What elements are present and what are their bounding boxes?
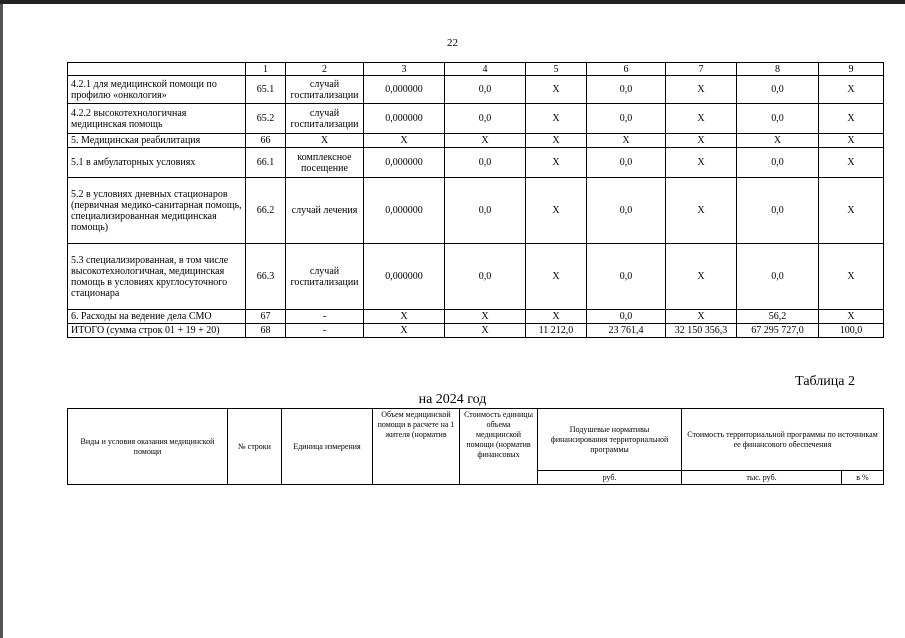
table-2 <box>67 408 884 485</box>
cell-value: 0,0 <box>737 244 819 310</box>
cell-value: X <box>819 134 884 148</box>
cell-value: 0,000000 <box>364 244 445 310</box>
col-number: 1 <box>246 63 286 76</box>
cell-value: 0,0 <box>445 104 526 134</box>
cell-value: X <box>819 76 884 104</box>
cell-value: 0,0 <box>587 76 666 104</box>
cell-value: 56,2 <box>737 310 819 324</box>
table-row <box>68 244 884 310</box>
cell-value: X <box>819 244 884 310</box>
row-code: 66.2 <box>246 178 286 244</box>
cell-value: X <box>445 310 526 324</box>
cell-value: X <box>819 310 884 324</box>
col-number: 4 <box>445 63 526 76</box>
cell-value: X <box>819 178 884 244</box>
row-label: 4.2.2 высокотехнологичная медицинская помощь <box>68 104 246 134</box>
unit-percent: в % <box>842 471 884 485</box>
row-code: 67 <box>246 310 286 324</box>
row-label: 5.3 специализированная, в том числе высокотехнологичная, медицинская помощь в условиях круглосуточного стационара <box>68 244 246 310</box>
header-total-cost: Стоимость территориальной программы по источникам ее финансового обеспечения <box>682 409 884 471</box>
col-number: 2 <box>286 63 364 76</box>
col-number: 6 <box>587 63 666 76</box>
row-unit: случай лечения <box>286 178 364 244</box>
row-unit: - <box>286 310 364 324</box>
table-row <box>68 134 884 148</box>
cell-value: 0,0 <box>737 178 819 244</box>
row-label: ИТОГО (сумма строк 01 + 19 + 20) <box>68 324 246 338</box>
col-number: 8 <box>737 63 819 76</box>
cell-value: X <box>666 178 737 244</box>
cell-value: X <box>526 104 587 134</box>
row-code: 68 <box>246 324 286 338</box>
cell-value: X <box>526 134 587 148</box>
table-row <box>68 310 884 324</box>
cell-value: X <box>526 178 587 244</box>
cell-value: 67 295 727,0 <box>737 324 819 338</box>
cell-value: X <box>364 134 445 148</box>
col-number: 9 <box>819 63 884 76</box>
header-unit: Единица измерения <box>282 409 373 485</box>
cell-value: 0,0 <box>587 104 666 134</box>
cell-value: X <box>445 134 526 148</box>
table-row <box>68 148 884 178</box>
table-row <box>68 104 884 134</box>
table-1-body <box>68 63 884 338</box>
year-title: на 2024 год <box>418 392 487 407</box>
row-code: 65.1 <box>246 76 286 104</box>
cell-value: 0,0 <box>587 178 666 244</box>
cell-value: 23 761,4 <box>587 324 666 338</box>
cell-value: X <box>364 324 445 338</box>
row-code: 65.2 <box>246 104 286 134</box>
cell-value: 0,0 <box>445 148 526 178</box>
header-per-capita: Подушевые нормативы финансирования территориальной программы <box>538 409 682 471</box>
cell-value: X <box>666 148 737 178</box>
cell-value: 32 150 356,3 <box>666 324 737 338</box>
page-number: 22 <box>447 37 458 49</box>
cell-value: X <box>587 134 666 148</box>
cell-value: X <box>445 324 526 338</box>
cell-value: 0,0 <box>587 310 666 324</box>
cell-value: X <box>526 244 587 310</box>
cell-value: X <box>666 310 737 324</box>
col-number: 7 <box>666 63 737 76</box>
cell-value: X <box>364 310 445 324</box>
header-types: Виды и условия оказания медицинской помощи <box>68 409 228 485</box>
row-unit: случай госпитализации <box>286 104 364 134</box>
cell-value: 0,000000 <box>364 148 445 178</box>
cell-value: X <box>526 148 587 178</box>
row-unit: случай госпитализации <box>286 244 364 310</box>
cell-value: 0,000000 <box>364 104 445 134</box>
row-unit: комплексное посещение <box>286 148 364 178</box>
cell-value: 0,0 <box>587 244 666 310</box>
cell-value: 0,0 <box>737 76 819 104</box>
table-2-header-row <box>68 409 884 471</box>
table-1 <box>67 62 884 338</box>
cell-value: X <box>666 134 737 148</box>
unit-rub: руб. <box>538 471 682 485</box>
col-number: 5 <box>526 63 587 76</box>
cell-value: 0,000000 <box>364 178 445 244</box>
cell-value: 0,0 <box>445 178 526 244</box>
row-label: 6. Расходы на ведение дела СМО <box>68 310 246 324</box>
row-unit: - <box>286 324 364 338</box>
cell-value: 0,0 <box>737 148 819 178</box>
cell-value: X <box>526 76 587 104</box>
header-cost: Стоимость единицы объема медицинской помощи (норматив финансовых <box>460 409 538 485</box>
table-row <box>68 76 884 104</box>
header-row-no: № строки <box>228 409 282 485</box>
row-unit: X <box>286 134 364 148</box>
cell-value: X <box>737 134 819 148</box>
page-top-edge <box>0 0 905 4</box>
cell-value: X <box>819 148 884 178</box>
cell-value: 11 212,0 <box>526 324 587 338</box>
cell-value: X <box>526 310 587 324</box>
cell-value: 0,0 <box>445 244 526 310</box>
table-row <box>68 324 884 338</box>
table-header-row <box>68 63 884 76</box>
header-volume: Объем медицинской помощи в расчете на 1 жителя (норматив <box>373 409 460 485</box>
row-code: 66.1 <box>246 148 286 178</box>
row-label: 5. Медицинская реабилитация <box>68 134 246 148</box>
cell-value: 0,0 <box>445 76 526 104</box>
cell-value: X <box>666 76 737 104</box>
row-code: 66 <box>246 134 286 148</box>
row-code: 66.3 <box>246 244 286 310</box>
row-label: 5.1 в амбулаторных условиях <box>68 148 246 178</box>
row-label: 5.2 в условиях дневных стационаров (первичная медико-санитарная помощь, специализированная медицинская помощь) <box>68 178 246 244</box>
cell-value: X <box>666 244 737 310</box>
header-blank <box>68 63 246 76</box>
row-label: 4.2.1 для медицинской помощи по профилю «онкология» <box>68 76 246 104</box>
row-unit: случай госпитализации <box>286 76 364 104</box>
cell-value: 0,000000 <box>364 76 445 104</box>
cell-value: X <box>666 104 737 134</box>
cell-value: 0,0 <box>587 148 666 178</box>
cell-value: X <box>819 104 884 134</box>
col-number: 3 <box>364 63 445 76</box>
cell-value: 0,0 <box>737 104 819 134</box>
unit-thousand-rub: тыс. руб. <box>682 471 842 485</box>
table-2-title: Таблица 2 <box>795 374 855 389</box>
table-row <box>68 178 884 244</box>
cell-value: 100,0 <box>819 324 884 338</box>
page-left-edge <box>0 4 3 638</box>
